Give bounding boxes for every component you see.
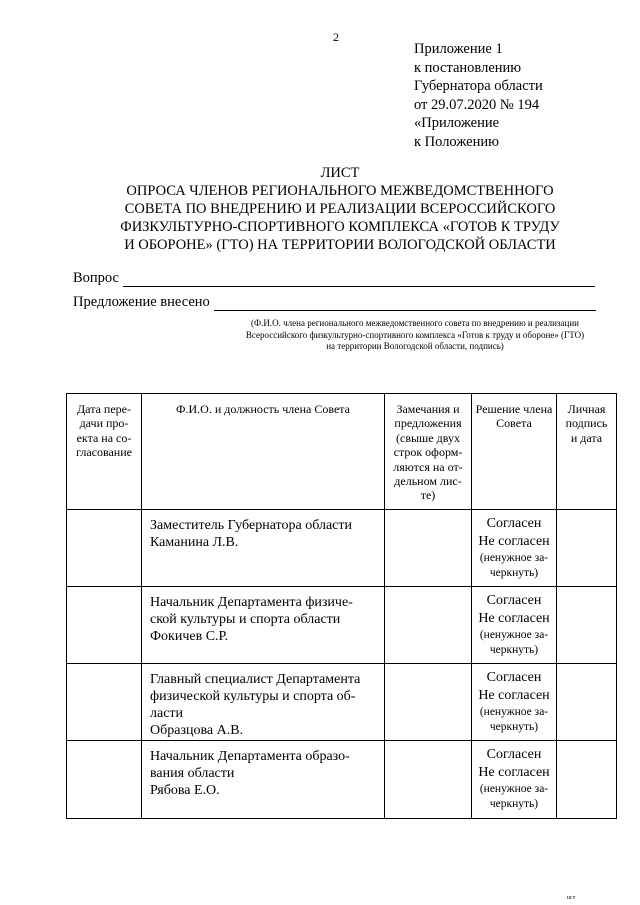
member-text: Образцова А.В. <box>150 723 244 738</box>
remarks-cell[interactable] <box>385 741 472 819</box>
signature-cell[interactable] <box>557 741 617 819</box>
agree-option[interactable]: Согласен <box>486 747 542 762</box>
note-line: на территории Вологодской области, подпись) <box>326 341 504 351</box>
question-field <box>73 270 595 287</box>
question-blank-line[interactable] <box>123 271 595 287</box>
table-row <box>67 510 617 587</box>
member-text: Фокичев С.Р. <box>150 629 229 644</box>
title-line: ОПРОСА ЧЛЕНОВ РЕГИОНАЛЬНОГО МЕЖВЕДОМСТВЕННОГО <box>126 183 554 199</box>
table-row <box>67 587 617 664</box>
member-text: Начальник Департамента образо- <box>150 749 350 764</box>
member-text: Начальник Департамента физиче- <box>150 595 353 610</box>
member-text: Рябова Е.О. <box>150 783 220 798</box>
signature-cell[interactable] <box>557 664 617 741</box>
decision-note: черкнуть) <box>489 567 539 579</box>
member-text: Каманина Л.В. <box>150 535 239 550</box>
appendix-line: Губернатора области <box>414 78 543 94</box>
header-text: дачи про- <box>79 416 129 431</box>
disagree-option[interactable]: Не согласен <box>478 534 550 549</box>
header-text: строк оформ- <box>393 445 463 460</box>
proposal-note <box>200 318 630 353</box>
header-text: подпись <box>565 416 608 431</box>
member-text: ской культуры и спорта области <box>150 612 341 627</box>
note-line: (Ф.И.О. члена регионального межведомственного совета по внедрению и реализации <box>251 318 579 328</box>
header-text: Совета <box>496 416 532 431</box>
header-text: Личная <box>567 402 606 416</box>
member-text: Заместитель Губернатора области <box>150 518 352 533</box>
remarks-cell[interactable] <box>385 664 472 741</box>
signature-cell[interactable] <box>557 587 617 664</box>
member-cell <box>142 741 385 819</box>
member-cell <box>142 664 385 741</box>
proposal-field <box>73 294 596 311</box>
decision-note: (ненужное за- <box>479 629 549 641</box>
header-remarks <box>385 394 472 510</box>
table-row <box>67 741 617 819</box>
decision-cell[interactable] <box>472 741 557 819</box>
appendix-line: к постановлению <box>414 59 522 76</box>
footer-mark: шт <box>567 895 577 901</box>
decision-note: (ненужное за- <box>479 783 549 795</box>
page-number: 2 <box>333 30 339 44</box>
header-text: дельном лис- <box>394 474 462 489</box>
proposal-label: Предложение внесено <box>73 294 210 310</box>
date-cell[interactable] <box>67 510 142 587</box>
header-text: предложения <box>394 416 462 431</box>
signature-cell[interactable] <box>557 510 617 587</box>
date-cell[interactable] <box>67 741 142 819</box>
header-text: Дата пере- <box>77 402 131 416</box>
header-name <box>142 394 385 510</box>
decision-note: черкнуть) <box>489 721 539 733</box>
header-text: (свыше двух <box>396 430 460 445</box>
agree-option[interactable]: Согласен <box>486 516 542 531</box>
header-text: Ф.И.О. и должность члена Совета <box>176 402 350 416</box>
header-text: и дата <box>570 430 603 445</box>
disagree-option[interactable]: Не согласен <box>478 688 550 703</box>
appendix-line: Приложение 1 <box>414 41 503 57</box>
header-text: те) <box>420 488 436 503</box>
question-label: Вопрос <box>73 270 119 286</box>
date-cell[interactable] <box>67 587 142 664</box>
header-text: Решение члена <box>475 402 553 416</box>
member-text: ласти <box>150 706 184 721</box>
member-text: Главный специалист Департамента <box>150 672 361 687</box>
disagree-option[interactable]: Не согласен <box>478 611 550 626</box>
appendix-line: к Положению <box>414 133 499 150</box>
table-header-row <box>67 394 617 510</box>
agree-option[interactable]: Согласен <box>486 670 542 685</box>
header-text: екта на со- <box>76 430 132 445</box>
member-text: вания области <box>150 766 235 781</box>
header-text: ляются на от- <box>393 459 463 474</box>
disagree-option[interactable]: Не согласен <box>478 765 550 780</box>
appendix-line: от 29.07.2020 № 194 <box>414 96 540 113</box>
member-cell <box>142 587 385 664</box>
appendix-block <box>414 40 543 151</box>
header-text: гласование <box>76 445 132 460</box>
decision-note: черкнуть) <box>489 644 539 656</box>
title-line: СОВЕТА ПО ВНЕДРЕНИЮ И РЕАЛИЗАЦИИ ВСЕРОССИЙСКОГО <box>124 201 556 217</box>
decision-note: (ненужное за- <box>479 706 549 718</box>
decision-cell[interactable] <box>472 510 557 587</box>
decision-note: черкнуть) <box>489 798 539 810</box>
member-cell <box>142 510 385 587</box>
remarks-cell[interactable] <box>385 510 472 587</box>
date-cell[interactable] <box>67 664 142 741</box>
header-text: Замечания и <box>396 402 460 416</box>
proposal-blank-line[interactable] <box>214 295 596 311</box>
decision-cell[interactable] <box>472 587 557 664</box>
header-decision <box>472 394 557 510</box>
header-signature <box>557 394 617 510</box>
title-line: ЛИСТ <box>320 165 360 181</box>
decision-cell[interactable] <box>472 664 557 741</box>
document-title <box>90 164 590 254</box>
title-line: ФИЗКУЛЬТУРНО-СПОРТИВНОГО КОМПЛЕКСА «ГОТОВ К ТРУДУ <box>120 219 560 235</box>
agree-option[interactable]: Согласен <box>486 593 542 608</box>
decision-note: (ненужное за- <box>479 552 549 564</box>
appendix-line: «Приложение <box>414 115 500 131</box>
note-line: Всероссийского физкультурно-спортивного комплекса «Готов к труду и обороне» (ГТО) <box>245 329 585 340</box>
remarks-cell[interactable] <box>385 587 472 664</box>
member-text: физической культуры и спорта об- <box>150 689 356 704</box>
header-date <box>67 394 142 510</box>
title-line: И ОБОРОНЕ» (ГТО) НА ТЕРРИТОРИИ ВОЛОГОДСКОЙ ОБЛАСТИ <box>124 237 556 253</box>
survey-table <box>66 393 617 819</box>
table-row <box>67 664 617 741</box>
